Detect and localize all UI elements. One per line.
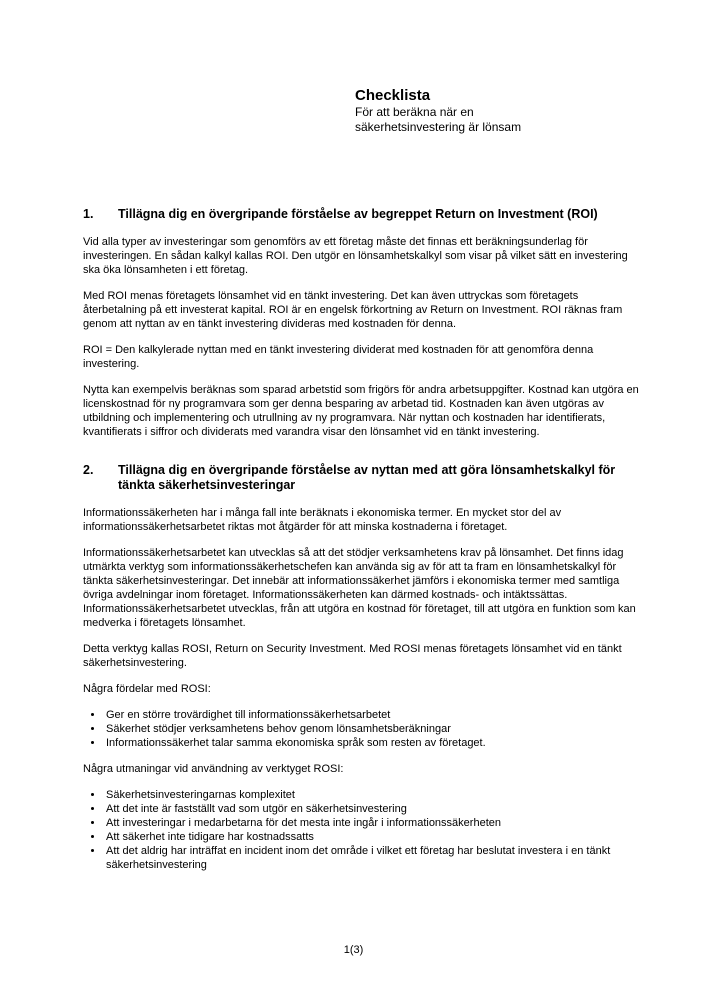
- paragraph: Med ROI menas företagets lönsamhet vid en tänkt investering. Det kan även uttryckas som företagets återbetalning på ett investerat kapital. ROI är en engelsk förkortning av Return on Investment. ROI räknas fram genom att nyttan av en tänkt investering divideras med kostnaden för denna.: [83, 289, 623, 330]
- list-item: • Ger en större trovärdighet till informationssäkerhetsarbetet: [104, 708, 640, 722]
- list-item: • Att säkerhet inte tidigare har kostnadssatts: [104, 830, 640, 844]
- document-subtitle-line-1: För att beräkna när en: [355, 105, 474, 119]
- document-title: Checklista: [355, 87, 431, 104]
- list-item: • Säkerhetsinvesteringarnas komplexitet: [104, 788, 640, 802]
- section-2-heading: [83, 463, 640, 494]
- page-number: 1(3): [343, 944, 364, 956]
- list-item: • Att det inte är fastställt vad som utgör en säkerhetsinvestering: [104, 802, 640, 816]
- advantages-label: Några fördelar med ROSI:: [83, 682, 211, 695]
- document-subtitle-line-2: säkerhetsinvestering är lönsam: [355, 120, 522, 134]
- challenges-list: [83, 788, 640, 872]
- list-item: • Att det aldrig har inträffat en incident inom det område i vilket ett företag har beslutat investera i en tänkt säkerhetsinvestering: [104, 844, 640, 872]
- paragraph: Nytta kan exempelvis beräknas som sparad arbetstid som frigörs för andra arbetsuppgifter. Kostnad kan utgöra en licenskostnad för ny programvara som ger denna besparing av arbetad tid. Kostnaden kan även utgöras av utbildning och implementering och utrullning av ny programvara. När nyttan och kostnaden har identifierats, kvantifierats i siffror och dividerats med varandra visar den lönsamhet vid en tänkt investering.: [83, 383, 639, 438]
- section-1-heading: [83, 207, 640, 223]
- document-body: [83, 0, 640, 884]
- section-1-number: 1.: [83, 207, 94, 221]
- section-1-heading-text: Tillägna dig en övergripande förståelse av begreppet Return on Investment (ROI): [118, 207, 598, 221]
- advantages-list: [83, 708, 640, 750]
- list-item: • Att investeringar i medarbetarna för det mesta inte ingår i informationssäkerheten: [104, 816, 640, 830]
- section-2-heading-text: Tillägna dig en övergripande förståelse av nyttan med att göra lönsamhetskalkyl för tänkta säkerhetsinvesteringar: [118, 462, 616, 492]
- paragraph: ROI = Den kalkylerade nyttan med en tänkt investering dividerat med kostnaden för att genomföra denna investering.: [83, 343, 594, 370]
- challenges-label: Några utmaningar vid användning av verktyget ROSI:: [83, 762, 344, 775]
- paragraph: Detta verktyg kallas ROSI, Return on Security Investment. Med ROSI menas företagets lönsamhet vid en tänkt säkerhetsinvestering.: [83, 642, 622, 669]
- list-item: • Säkerhet stödjer verksamhetens behov genom lönsamhetsberäkningar: [104, 722, 640, 736]
- list-item: • Informationssäkerhet talar samma ekonomiska språk som resten av företaget.: [104, 736, 640, 750]
- paragraph: Informationssäkerhetsarbetet kan utvecklas så att det stödjer verksamhetens krav på lönsamhet. Det finns idag utmärkta verktyg som informationssäkerhetschefen kan använda sig av för att ta fram en lönsamhetskalkyl för tänkta säkerhetsinvesteringar. Det innebär att informationssäkerhet jämförs i ekonomiska termer med samtliga övriga avdelningar inom företaget. Informationssäkerheten kan därmed kostnads- och intäktssättas. Informationssäkerhetsarbetet utvecklas, från att utgöra en kostnad för företaget, till att utgöra en funktion som kan medverka i företagets lönsamhet.: [83, 546, 636, 629]
- paragraph: Vid alla typer av investeringar som genomförs av ett företag måste det finnas ett beräkningsunderlag för investeringen. En sådan kalkyl kallas ROI. Den utgör en lönsamhetskalkyl som visar på vilket sätt en investering ska öka lönsamheten i ett företag.: [83, 235, 628, 276]
- paragraph: Informationssäkerheten har i många fall inte beräknats i ekonomiska termer. En mycket stor del av informationssäkerhetsarbetet riktas mot åtgärder för att minska kostnaderna i företaget.: [83, 506, 562, 533]
- section-2-number: 2.: [83, 462, 94, 477]
